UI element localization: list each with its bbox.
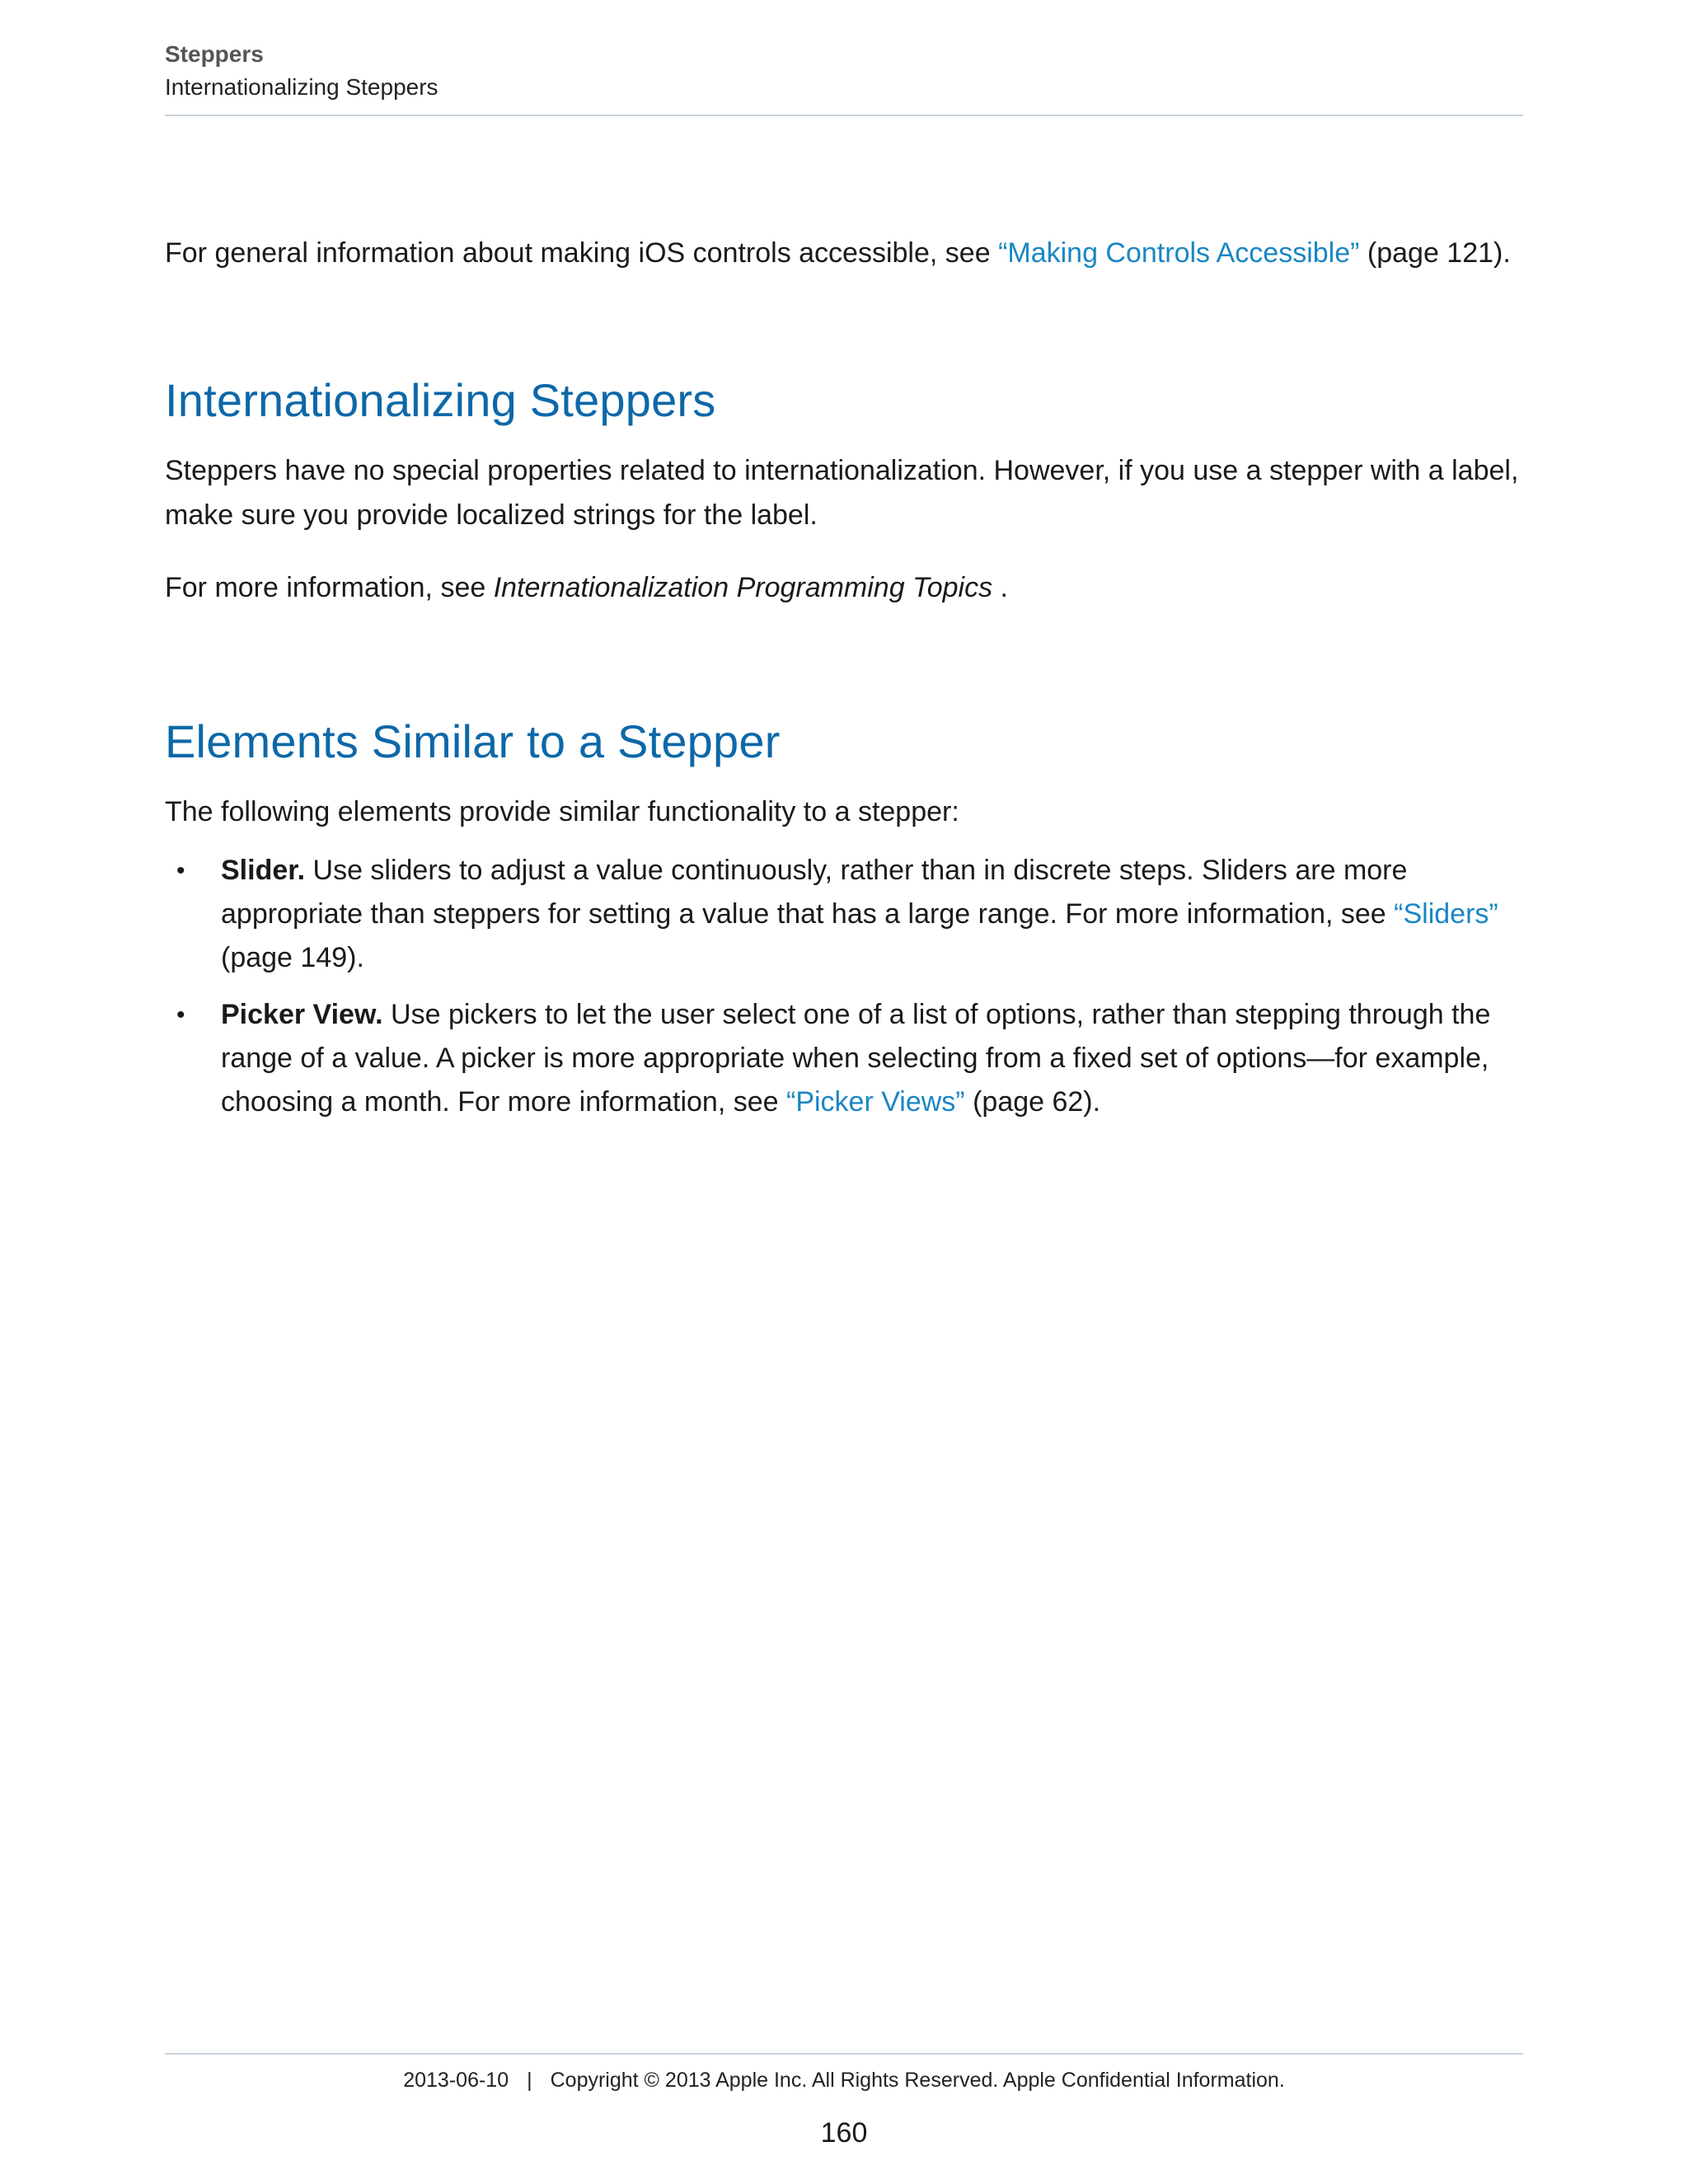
section-title: Internationalizing Steppers — [165, 74, 438, 100]
internationalization-guide-title: Internationalization Programming Topics — [493, 572, 993, 603]
footer — [165, 2065, 1523, 2095]
bullet-icon: • — [176, 857, 185, 884]
making-controls-accessible-link[interactable]: “Making Controls Accessible” — [998, 237, 1360, 269]
more-info-paragraph — [165, 565, 1523, 610]
sliders-link[interactable]: “Sliders” — [1394, 898, 1498, 930]
slider-page-ref: (page 149). — [221, 942, 364, 973]
main-content — [165, 231, 1523, 1137]
heading-internationalizing-steppers: Internationalizing Steppers — [165, 374, 716, 426]
intro-paragraph — [165, 231, 1523, 275]
similar-elements-intro: The following elements provide similar functionality to a stepper: — [165, 796, 959, 827]
picker-view-page-ref: (page 62). — [964, 1086, 1101, 1118]
picker-view-term: Picker View. — [221, 999, 383, 1030]
heading-elements-similar: Elements Similar to a Stepper — [165, 715, 781, 767]
slider-description: Use sliders to adjust a value continuously, rather than in discrete steps. Sliders are more appropriate than steppers for setting a value that has a large range. For more information, see — [221, 855, 1408, 930]
intro-text: For general information about making iOS controls accessible, see — [165, 237, 999, 269]
intro-page-ref: (page 121). — [1359, 237, 1511, 269]
list-item-slider — [165, 849, 1523, 980]
chapter-title: Steppers — [165, 41, 264, 67]
running-header — [165, 38, 1523, 104]
more-info-end: . — [992, 572, 1009, 603]
picker-views-link[interactable]: “Picker Views” — [786, 1086, 965, 1118]
picker-view-description: Use pickers to let the user select one of a list of options, rather than stepping through the range of a value. A picker is more appropriate when selecting from a fixed set of options—for example, choosing a month. For more information, see — [221, 999, 1491, 1118]
list-item-picker-view — [165, 993, 1523, 1124]
header-divider — [165, 115, 1523, 116]
footer-divider — [165, 2053, 1523, 2055]
footer-date: 2013-06-10 — [403, 2069, 509, 2092]
footer-copyright: Copyright © 2013 Apple Inc. All Rights Reserved. Apple Confidential Information. — [550, 2069, 1285, 2092]
similar-elements-list — [165, 849, 1523, 1124]
slider-term: Slider. — [221, 855, 306, 886]
internationalization-paragraph: Steppers have no special properties related to internationalization. However, if you use a stepper with a label, make sure you provide localized strings for the label. — [165, 455, 1519, 531]
page-number: 160 — [820, 2117, 868, 2149]
more-info-text: For more information, see — [165, 572, 494, 603]
footer-separator: | — [527, 2069, 532, 2092]
bullet-icon: • — [176, 1001, 185, 1029]
